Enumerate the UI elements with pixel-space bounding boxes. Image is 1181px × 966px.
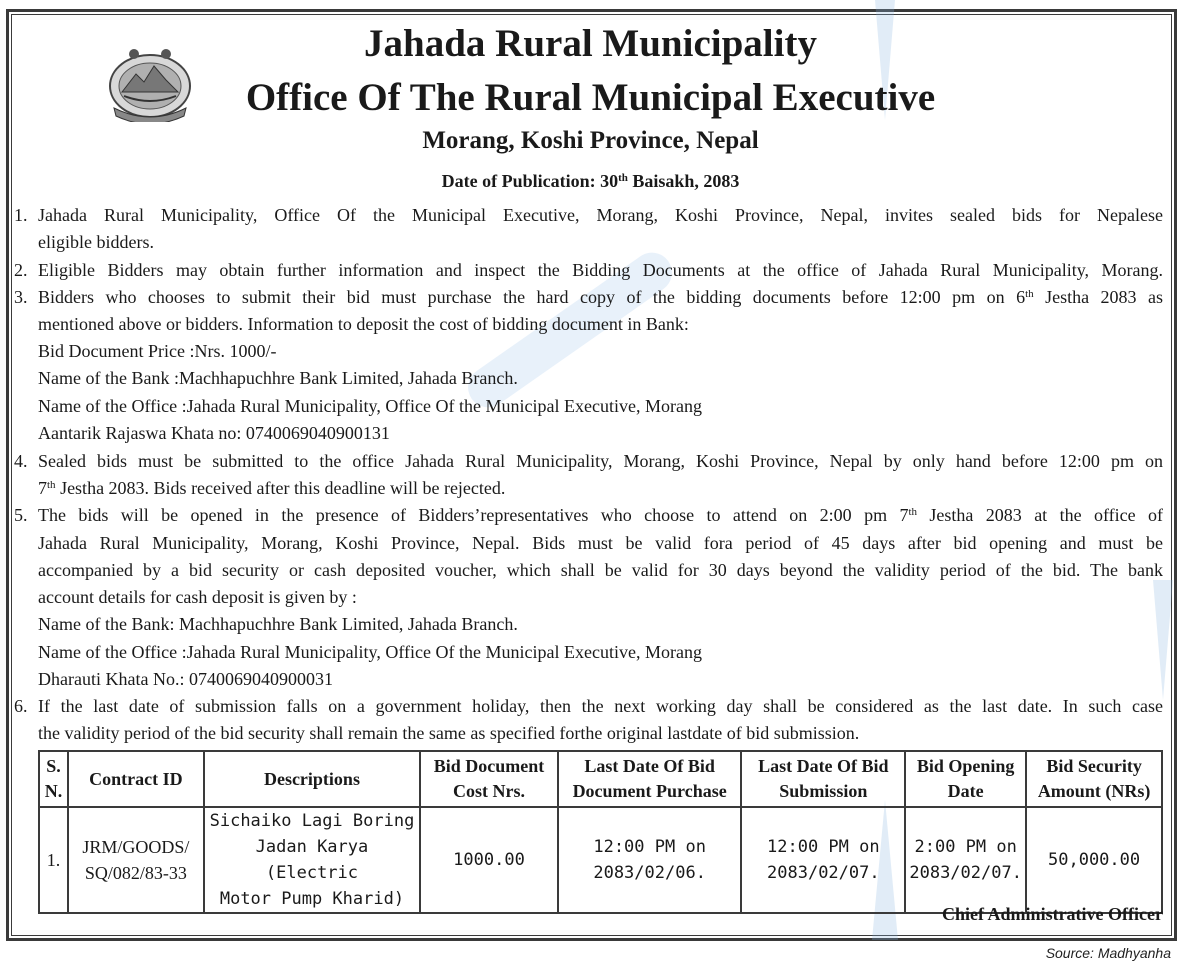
header-cost: Bid Document Cost Nrs.: [420, 751, 558, 807]
item-3-line: Bidders who chooses to submit their bid must purchase the hard copy of the bidding documents before 12:00 pm on 6th Jestha 2083 as: [38, 287, 1163, 307]
bank-name: Name of the Bank: Machhapuchhre Bank Limited, Jahada Branch.: [38, 614, 518, 634]
location-subtitle: Morang, Koshi Province, Nepal: [422, 127, 759, 154]
deposit-account: Dharauti Khata No.: 0740069040900031: [38, 669, 333, 689]
signature: Chief Administrative Officer: [942, 904, 1163, 924]
item-number: 4.: [14, 451, 28, 471]
cell-sn: 1.: [39, 807, 68, 913]
header-submission-date: Last Date Of Bid Submission: [741, 751, 905, 807]
office-name: Name of the Office :Jahada Rural Municipality, Office Of the Municipal Executive, Morang: [38, 642, 702, 662]
header-opening-date: Bid Opening Date: [905, 751, 1026, 807]
item-number: 6.: [14, 696, 28, 716]
item-number: 1.: [14, 205, 28, 225]
cell-opening-date: 2:00 PM on 2083/02/07.: [905, 807, 1026, 913]
item-number: 2.: [14, 260, 28, 280]
item-6-line: If the last date of submission falls on a government holiday, then the next working day shall be considered as the last date. In such case: [38, 696, 1163, 716]
source-credit: Source: Madhyanha: [1045, 945, 1171, 961]
item-number: 3.: [14, 287, 28, 307]
header-sn: S. N.: [39, 751, 68, 807]
item-5-line: The bids will be opened in the presence of Bidders’representatives who choose to attend on 2:00 pm 7th Jestha 2083 at the office of: [38, 505, 1163, 525]
item-3-line: mentioned above or bidders. Information to deposit the cost of bidding document in Bank:: [38, 314, 689, 334]
cell-purchase-date: 12:00 PM on 2083/02/06.: [558, 807, 742, 913]
header-purchase-date: Last Date Of Bid Document Purchase: [558, 751, 742, 807]
office-title: Office Of The Rural Municipal Executive: [245, 76, 936, 119]
bid-document-price: Bid Document Price :Nrs. 1000/-: [38, 341, 277, 361]
item-1-line: eligible bidders.: [38, 232, 154, 252]
item-5-line: accompanied by a bid security or cash deposited voucher, which shall be valid for 30 days beyond the validity period of the bid. The bank: [38, 560, 1163, 580]
cell-description: Sichaiko Lagi Boring Jadan Karya (Electric Motor Pump Kharid): [204, 807, 420, 913]
item-5-line: Jahada Rural Municipality, Morang, Koshi Province, Nepal. Bids must be valid fora period of 45 days after bid opening and must be: [38, 533, 1163, 553]
header-descriptions: Descriptions: [204, 751, 420, 807]
revenue-account: Aantarik Rajaswa Khata no: 0740069040900131: [38, 423, 390, 443]
item-4-line: 7th Jestha 2083. Bids received after this deadline will be rejected.: [38, 478, 506, 498]
item-number: 5.: [14, 505, 28, 525]
municipality-title: Jahada Rural Municipality: [364, 22, 817, 65]
publication-date: Date of Publication: 30th Baisakh, 2083: [441, 171, 740, 191]
header-contract-id: Contract ID: [68, 751, 204, 807]
bid-table: [38, 750, 1163, 914]
item-5-line: account details for cash deposit is given by :: [38, 587, 357, 607]
item-4-line: Sealed bids must be submitted to the office Jahada Rural Municipality, Morang, Koshi Province, Nepal by only hand before 12:00 pm on: [38, 451, 1163, 471]
cell-submission-date: 12:00 PM on 2083/02/07.: [741, 807, 905, 913]
item-2-line: Eligible Bidders may obtain further information and inspect the Bidding Documents at the office of Jahada Rural Municipality, Morang.: [38, 260, 1163, 280]
header-security-amount: Bid Security Amount (NRs): [1026, 751, 1162, 807]
office-name: Name of the Office :Jahada Rural Municipality, Office Of the Municipal Executive, Morang: [38, 396, 702, 416]
bank-name: Name of the Bank :Machhapuchhre Bank Limited, Jahada Branch.: [38, 368, 518, 388]
table-header-row: [39, 751, 1162, 807]
cell-contract-id: JRM/GOODS/ SQ/082/83-33: [68, 807, 204, 913]
table-row: [39, 807, 1162, 913]
item-6-line: the validity period of the bid security shall remain the same as specified forthe original lastdate of bid submission.: [38, 723, 860, 743]
cell-security-amount: 50,000.00: [1026, 807, 1162, 913]
cell-cost: 1000.00: [420, 807, 558, 913]
item-1-line: Jahada Rural Municipality, Office Of the Municipal Executive, Morang, Koshi Province, Nepal, invites sealed bids for Nepalese: [38, 205, 1163, 225]
